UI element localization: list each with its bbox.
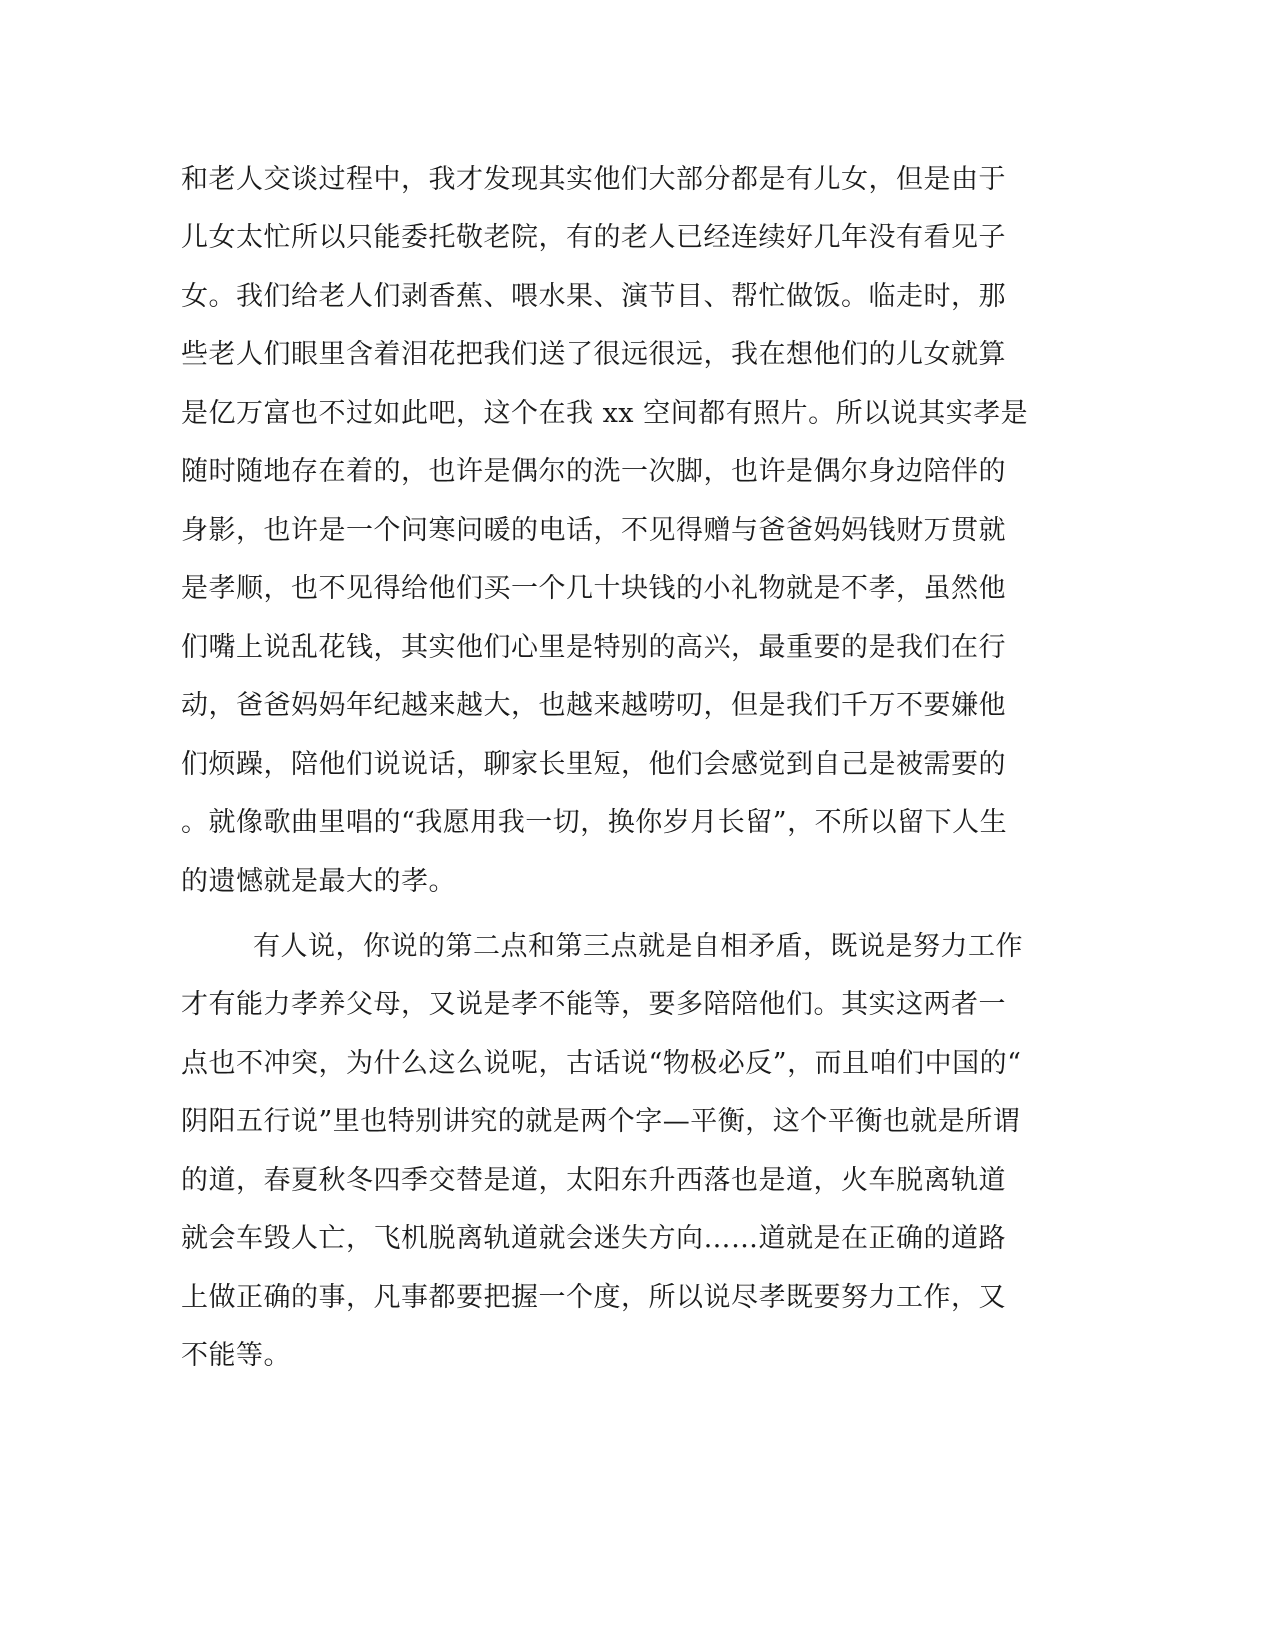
paragraph-2-line: 就会车毁人亡，飞机脱离轨道就会迷失方向……道就是在正确的道路 xyxy=(181,1223,1006,1254)
paragraph-1-line: 们嘴上说乱花钱，其实他们心里是特别的高兴，最重要的是我们在行 xyxy=(181,632,1006,663)
paragraph-2-line: 阴阳五行说”里也特别讲究的就是两个字—平衡，这个平衡也就是所谓 xyxy=(181,1106,1021,1137)
paragraph-2-line: 不能等。 xyxy=(181,1340,291,1371)
paragraph-1-line: 女。我们给老人们剥香蕉、喂水果、演节目、帮忙做饭。临走时，那 xyxy=(181,281,1006,312)
paragraph-1-line: 动，爸爸妈妈年纪越来越大，也越来越唠叨，但是我们千万不要嫌他 xyxy=(181,690,1006,721)
paragraph-1-line: 是孝顺，也不见得给他们买一个几十块钱的小礼物就是不孝，虽然他 xyxy=(181,573,1006,604)
paragraph-2-line: 的道，春夏秋冬四季交替是道，太阳东升西落也是道，火车脱离轨道 xyxy=(181,1165,1006,1196)
paragraph-1-line: 些老人们眼里含着泪花把我们送了很远很远，我在想他们的儿女就算 xyxy=(181,339,1006,370)
paragraph-2-line: 有人说，你说的第二点和第三点就是自相矛盾，既说是努力工作 xyxy=(253,931,1023,962)
paragraph-1-line: 是亿万富也不过如此吧，这个在我 xx 空间都有照片。所以说其实孝是 xyxy=(181,398,1029,429)
paragraph-2-line: 才有能力孝养父母，又说是孝不能等，要多陪陪他们。其实这两者一 xyxy=(181,989,1006,1020)
paragraph-1-line: 。就像歌曲里唱的“我愿用我一切，换你岁月长留”，不所以留下人生 xyxy=(181,807,1008,838)
paragraph-1-line: 随时随地存在着的，也许是偶尔的洗一次脚，也许是偶尔身边陪伴的 xyxy=(181,456,1006,487)
paragraph-1-line: 的遗憾就是最大的孝。 xyxy=(181,866,456,897)
paragraph-1-line: 儿女太忙所以只能委托敬老院，有的老人已经连续好几年没有看见子 xyxy=(181,222,1006,253)
paragraph-2-line: 点也不冲突，为什么这么说呢，古话说“物极必反”，而且咱们中国的“ xyxy=(181,1048,1022,1079)
paragraph-1-line: 身影，也许是一个问寒问暖的电话，不见得赠与爸爸妈妈钱财万贯就 xyxy=(181,515,1006,546)
paragraph-2-line: 上做正确的事，凡事都要把握一个度，所以说尽孝既要努力工作，又 xyxy=(181,1282,1006,1313)
paragraph-1-line: 们烦躁，陪他们说说话，聊家长里短，他们会感觉到自己是被需要的 xyxy=(181,749,1006,780)
paragraph-1-line: 和老人交谈过程中，我才发现其实他们大部分都是有儿女，但是由于 xyxy=(181,164,1006,195)
